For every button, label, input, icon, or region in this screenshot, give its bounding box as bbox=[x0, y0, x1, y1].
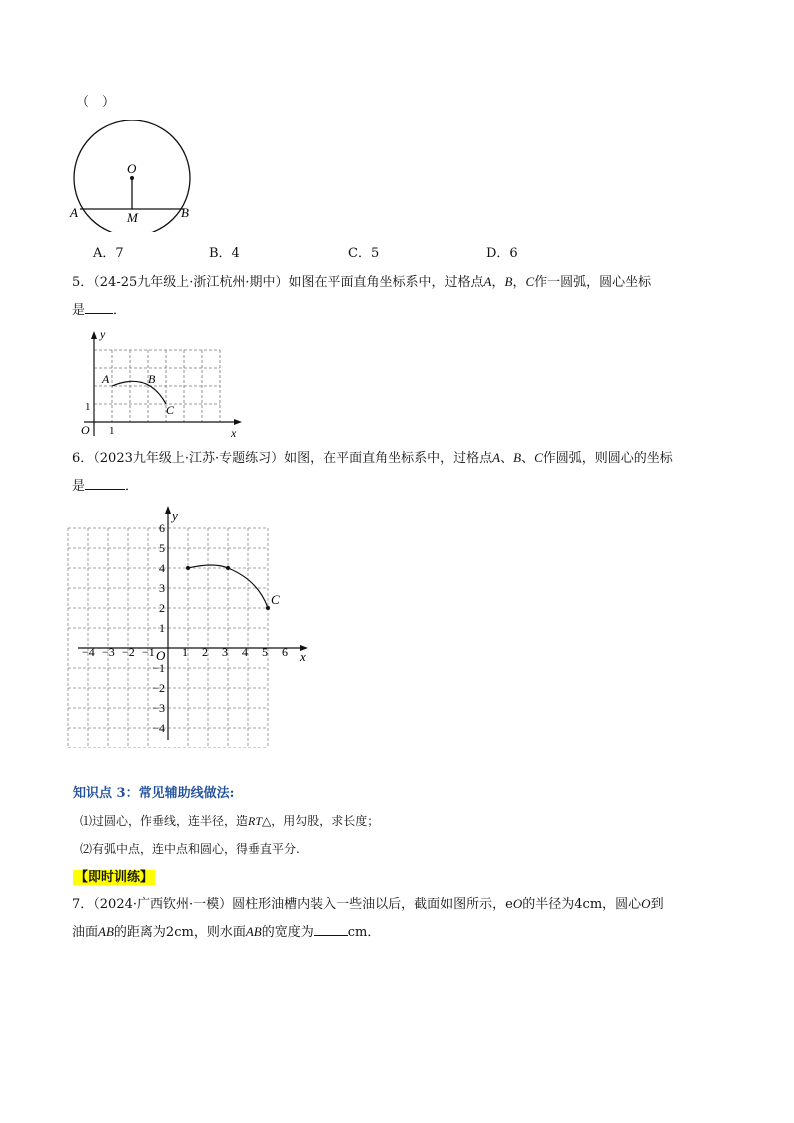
q6-point-c-dot bbox=[266, 606, 270, 610]
q6-x-tick-label: 1 bbox=[182, 645, 188, 659]
q6-label-o: O bbox=[156, 648, 166, 663]
q5-source: （24-25九年级上·浙江杭州·期中） bbox=[93, 275, 289, 290]
q6-x-tick-label: 4 bbox=[242, 645, 248, 659]
label-b: B bbox=[181, 205, 189, 220]
q6-text1: 如图，在平面直角坐标系中，过格点 bbox=[284, 451, 493, 466]
q7-o2: O bbox=[641, 896, 651, 911]
q6-line1 bbox=[72, 449, 673, 468]
q6-sep2: 、 bbox=[521, 451, 535, 466]
q6-point-a: A bbox=[492, 450, 501, 465]
q5-line2-prefix: 是 bbox=[72, 303, 86, 318]
q5-number: 5． bbox=[72, 275, 94, 290]
q7-ab2: AB bbox=[245, 924, 262, 939]
q6-y-tick-label: 4 bbox=[159, 561, 165, 575]
option-c: C．5 bbox=[348, 246, 380, 261]
q5-label-c: C bbox=[166, 403, 175, 417]
q5-x-arrow bbox=[234, 419, 242, 425]
kp3-item1-prefix: ⑴过圆心，作垂线，连半径，造 bbox=[80, 814, 249, 828]
q5-text1: 如图在平面直角坐标系中，过格点 bbox=[288, 275, 484, 290]
q7-text3: ，圆心 bbox=[602, 897, 642, 912]
q6-y-tick-label: 3 bbox=[159, 581, 165, 595]
q6-y-tick-label: 2 bbox=[159, 601, 165, 615]
label-a: A bbox=[70, 205, 78, 220]
circle-figure bbox=[66, 120, 206, 232]
q6-point-a-dot bbox=[186, 566, 190, 570]
option-d: D．6 bbox=[486, 246, 518, 261]
q5-label-y: y bbox=[100, 327, 106, 341]
kp3-item1-rt: RT bbox=[248, 814, 263, 828]
q7-distance: 2cm bbox=[165, 925, 194, 940]
q5-point-a: A bbox=[483, 274, 492, 289]
q6-y-tick-label: −2 bbox=[152, 681, 165, 695]
q5-label-a: A bbox=[102, 372, 110, 386]
q6-x-tick-label: −1 bbox=[142, 645, 155, 659]
q7-line2-b: 的距离为 bbox=[113, 925, 166, 940]
q6-x-tick-label: 6 bbox=[282, 645, 288, 659]
q6-line2-prefix: 是 bbox=[72, 479, 86, 494]
kp3-item-1 bbox=[80, 812, 379, 830]
q6-y-arrow bbox=[165, 506, 171, 514]
q7-line1 bbox=[72, 895, 664, 914]
kp3-item-2: ⑵有弧中点，连中点和圆心，得垂直平分. bbox=[80, 842, 300, 856]
q6-line2-suffix: ． bbox=[125, 479, 139, 494]
kp3-item1-suffix: △，用勾股，求长度； bbox=[262, 814, 380, 828]
q7-text4: 到 bbox=[650, 897, 664, 912]
q7-line2-end: ． bbox=[367, 925, 381, 940]
q7-text1: 圆柱形油槽内装入一些油以后，截面如图所示， bbox=[232, 897, 506, 912]
q7-answer-blank[interactable] bbox=[314, 922, 348, 936]
practice-label-text: 【即时训练】 bbox=[75, 870, 154, 885]
q7-line2-c: ，则水面 bbox=[193, 925, 246, 940]
q6-text2: 作圆弧，则圆心的坐标 bbox=[542, 451, 673, 466]
q7-o1: O bbox=[512, 896, 523, 911]
q5-label-one-x: 1 bbox=[109, 425, 115, 437]
q6-y-tick-label: 5 bbox=[159, 541, 165, 555]
q6-coordinate-figure bbox=[64, 500, 324, 748]
q6-x-tick-label: 3 bbox=[222, 645, 228, 659]
q5-text2: 作一圆弧，圆心坐标 bbox=[534, 275, 652, 290]
q6-y-tick-label: −3 bbox=[152, 701, 165, 715]
knowledge-point-3-title: 知识点 3：常见辅助线做法: bbox=[73, 786, 235, 801]
q6-line2 bbox=[72, 476, 138, 496]
q5-y-arrow bbox=[91, 331, 97, 339]
q5-label-one-y: 1 bbox=[85, 401, 91, 413]
q5-line2 bbox=[72, 300, 126, 320]
q6-sep1: 、 bbox=[500, 451, 514, 466]
q6-source: （2023九年级上·江苏·专题练习） bbox=[93, 451, 285, 466]
q6-label-y: y bbox=[172, 508, 178, 523]
q7-radius: 4cm bbox=[574, 897, 603, 912]
label-m: M bbox=[127, 210, 138, 225]
q5-grid-figure bbox=[76, 326, 246, 440]
q6-x-tick-label: 5 bbox=[262, 645, 268, 659]
q6-x-tick-label: −4 bbox=[82, 645, 95, 659]
q5-sep1: ， bbox=[491, 275, 505, 290]
q7-ab1: AB bbox=[98, 924, 114, 939]
label-o: O bbox=[127, 161, 137, 176]
q6-answer-blank[interactable] bbox=[85, 476, 125, 490]
q7-line2-d: 的宽度为 bbox=[261, 925, 314, 940]
q6-x-tick-label: −3 bbox=[102, 645, 115, 659]
q6-point-c: C bbox=[534, 450, 543, 465]
q7-source: （2024·广西钦州·一模） bbox=[93, 897, 233, 912]
q6-y-tick-label: −1 bbox=[152, 661, 165, 675]
q5-point-b: B bbox=[504, 274, 513, 289]
q7-text2: 的半径为 bbox=[522, 897, 575, 912]
q5-label-o: O bbox=[81, 423, 90, 437]
q6-x-tick-label: 2 bbox=[202, 645, 208, 659]
practice-label bbox=[73, 866, 155, 885]
q5-line1 bbox=[72, 273, 651, 292]
q5-arc bbox=[112, 381, 166, 404]
q7-line2-a: 油面 bbox=[72, 925, 99, 940]
q6-y-tick-label: −4 bbox=[152, 721, 165, 735]
q6-label-x: x bbox=[300, 649, 306, 664]
q6-point-b: B bbox=[513, 450, 522, 465]
q5-line2-suffix: ． bbox=[113, 303, 127, 318]
q7-number: 7． bbox=[72, 897, 94, 912]
q6-arc bbox=[188, 565, 268, 608]
q7-line2 bbox=[72, 922, 380, 942]
q5-sep2: ， bbox=[512, 275, 526, 290]
option-a: A．7 bbox=[93, 246, 124, 261]
q6-number: 6． bbox=[72, 451, 94, 466]
q7-circle-symbol: e bbox=[505, 897, 513, 912]
q6-y-tick-label: 6 bbox=[159, 521, 165, 535]
q6-point-b-dot bbox=[226, 566, 230, 570]
q6-label-c: C bbox=[271, 592, 280, 607]
option-b: B．4 bbox=[209, 246, 240, 261]
q6-y-tick-label: 1 bbox=[159, 621, 165, 635]
q6-x-tick-label: −2 bbox=[122, 645, 135, 659]
q7-unit: cm bbox=[347, 925, 368, 940]
q5-answer-blank[interactable] bbox=[85, 300, 113, 314]
q5-point-c: C bbox=[525, 274, 535, 289]
answer-parentheses: （ ） bbox=[76, 95, 116, 110]
q5-label-b: B bbox=[148, 372, 156, 386]
q5-label-x: x bbox=[231, 426, 237, 440]
point-o bbox=[130, 176, 134, 180]
